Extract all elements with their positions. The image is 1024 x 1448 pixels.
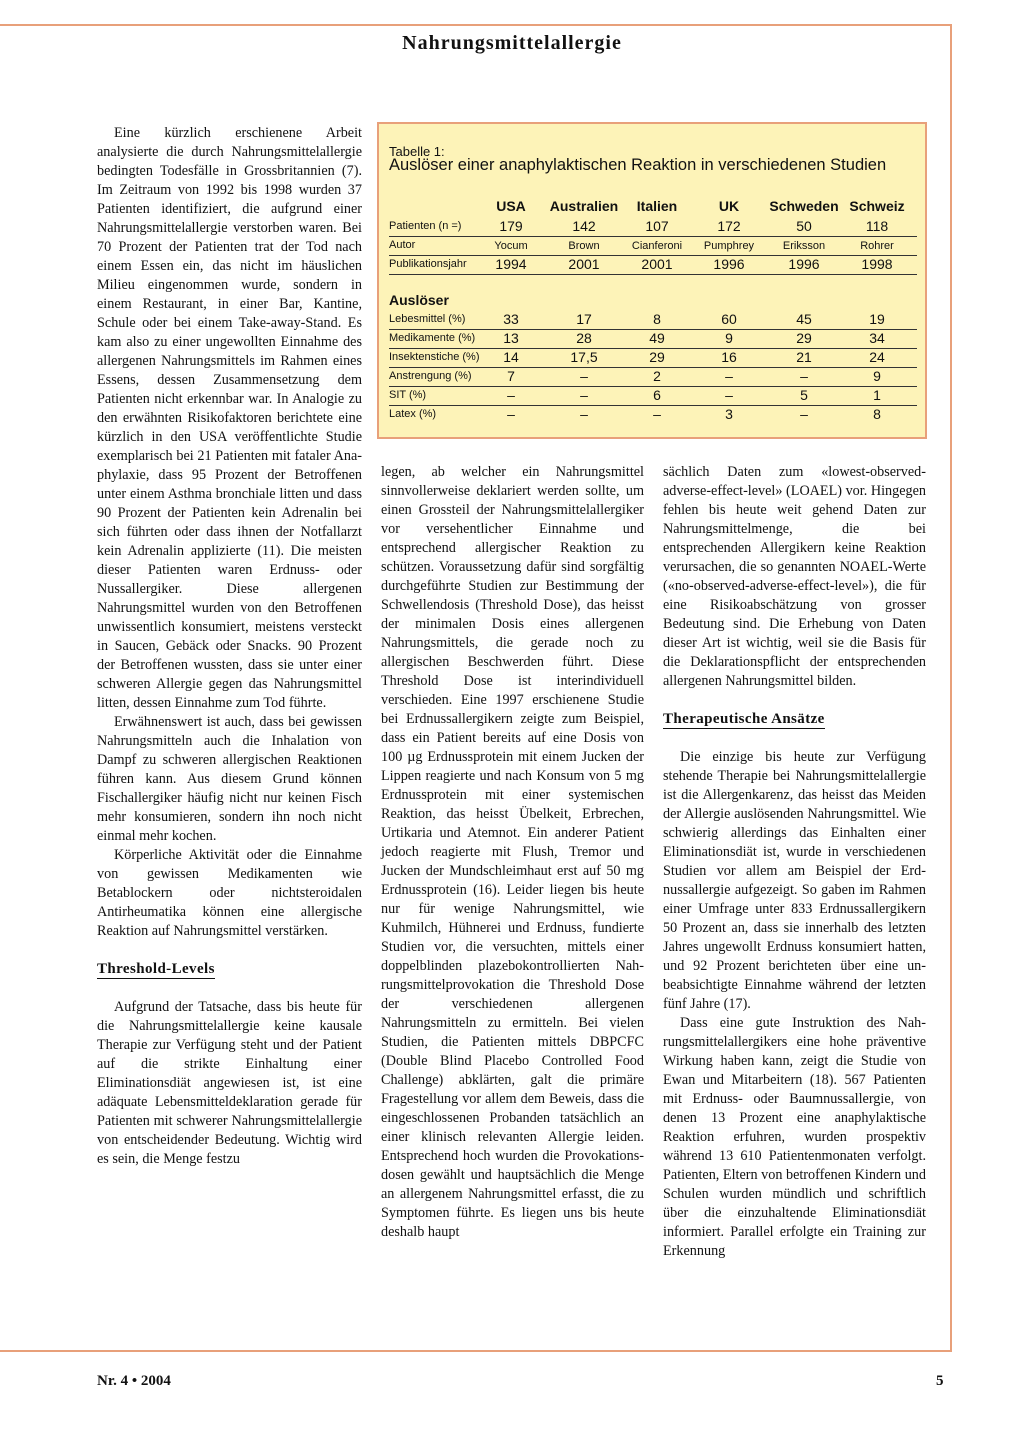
- table-cell: 33: [503, 311, 519, 327]
- table-cell: 19: [869, 311, 885, 327]
- table-row-label: Publikationsjahr: [389, 258, 467, 270]
- table-row-label: Lebesmittel (%): [389, 313, 466, 325]
- text-column-3: [663, 463, 926, 1261]
- table-column-header: USA: [496, 198, 526, 214]
- table-column-header: Schweiz: [849, 198, 905, 214]
- table-cell: Brown: [568, 240, 600, 252]
- table-cell: 179: [499, 218, 523, 234]
- table-cell: 17: [576, 311, 592, 327]
- paragraph: Eine kürzlich erschienene Arbeit analysierte die durch Nahrungsmittelallergie bedingten Todesfälle in Grossbritannien (7). Im Zeitraum von 1992 bis 1998 wurden 37 Patienten identifiziert, die aufgrund einer Nahrungsmittelallergie verstorben waren. Bei 70 Prozent der Patienten trat der Tod nach einem Essen ein, das nicht im häuslichen Milieu eingenommen wurde, sondern in einem Restaurant, in einer Bar, Kantine, Schule oder bei einem Take-away-Stand. Es kam also zu einer ungewollten Einnahme des allergenen Nahrungsmittels im Rahmen eines Essens, dessen Zusammensetzung dem Patienten nicht erkennbar war. In Analogie zu den erwähnten Risikofaktoren berichtete eine kürzlich in den USA veröffentlichte Studie exemplarisch bei 21 Patienten mit fataler Anaphylaxie, dass 95 Prozent der Betroffenen unter einem Asthma bronchiale litten und dass 90 Prozent der Patienten kein Adrenalin bei sich führten oder dass ihnen der Notfallarzt kein Adrenalin applizierte (11). Die meisten dieser Patienten waren Erdnuss- oder Nussallergiker. Diese allergenen Nahrungsmittel wurden von den Betroffenen unwissentlich konsumiert, meistens versteckt in Saucen, Gebäck oder Snacks. 90 Prozent der Betroffenen wussten, dass sie unter einer schweren Allergie gegen das Nahrungsmittel litten, dessen Einnahme zum Tod führte.: [97, 125, 362, 711]
- table-cell: –: [725, 368, 733, 384]
- table-cell: Pumphrey: [703, 240, 755, 252]
- table-cell: 2: [653, 368, 661, 384]
- table-row: [389, 368, 917, 387]
- paragraph: Erwähnenswert ist auch, dass bei gewissen Nahrungsmitteln auch die Inhalation von Dampf zu schweren allergischen Reaktionen führen kann. Aus diesem Grund können Fischallergiker häufig nicht nur keinen Fisch mehr konsumieren, sondern ihn noch nicht einmal mehr kochen.: [97, 714, 362, 844]
- footer-issue: Nr. 4 • 2004: [97, 1373, 171, 1389]
- table-row: [389, 218, 917, 237]
- table-cell: –: [580, 406, 588, 422]
- table-caption-label: Tabelle 1:: [389, 144, 445, 159]
- table-row-label: Medikamente (%): [389, 332, 476, 344]
- table-cell: 17,5: [570, 349, 598, 365]
- table-column-header: Schweden: [769, 198, 839, 214]
- table-cell: 3: [725, 406, 733, 422]
- table-cell: 2001: [568, 256, 600, 272]
- table-cell: 60: [721, 311, 737, 327]
- table-cell: 16: [721, 349, 737, 365]
- table-cell: 14: [503, 349, 519, 365]
- footer-page-number: 5: [936, 1373, 944, 1389]
- table-cell: 142: [572, 218, 596, 234]
- table-row: [389, 256, 917, 275]
- table-cell: 1996: [713, 256, 745, 272]
- table-row-label: SIT (%): [389, 389, 427, 401]
- table-cell: –: [800, 406, 808, 422]
- table-cell: 5: [800, 387, 808, 403]
- table-cell: 6: [653, 387, 661, 403]
- table-row-label: Anstrengung (%): [389, 370, 472, 382]
- table-row-label: Autor: [389, 239, 416, 251]
- paragraph: Dass eine gute Instruktion des Nahrungsmittelallergikers eine hohe präventive Wirkung haben kann, zeigt die Studie von Ewan und Mitarbeitern (18). 567 Patienten mit Erdnuss- oder Baumnussallergie, von denen 13 Prozent eine anaphylaktische Reaktion erfuhren, wurden prospektiv während 13 610 Patientenmonaten verfolgt. Patienten, Eltern von betroffenen Kindern und Schulen wurden mündlich und schriftlich über die einzuhaltende Eliminationsdiät informiert. Parallel erfolgte ein Training zur Erkennung: [663, 1015, 926, 1259]
- table-cell: 172: [717, 218, 741, 234]
- text-column-1: [97, 124, 362, 1169]
- paragraph: Die einzige bis heute zur Verfügung stehende Therapie bei Nahrungsmittelallergie ist die Allergenkarenz, das heisst das Meiden der Allergie auslösenden Nahrungsmittel. Wie schwierig allerdings das Einhalten einer Eliminationsdiät ist, wurde in verschiedenen Studien vor allem am Beispiel der Erdnussallergie aufgezeigt. So gaben im Rahmen einer Umfrage unter 833 Erdnussallergikern 50 Prozent an, dass sie innerhalb des letzten Jahres ungewollt Erdnuss konsumiert hatten, und 92 Prozent berichteten über eine unbeabsichtigte Einnahme während der letzten fünf Jahre (17).: [663, 749, 926, 1012]
- section-heading-text: Threshold-Levels: [97, 961, 215, 977]
- table-cell: 107: [645, 218, 669, 234]
- frame-top-rule: [0, 24, 952, 26]
- table-cell: 50: [796, 218, 812, 234]
- table-cell: 13: [503, 330, 519, 346]
- table-cell: 34: [869, 330, 885, 346]
- table-cell: 1998: [861, 256, 893, 272]
- table-cell: Rohrer: [860, 240, 894, 252]
- table-cell: 1994: [495, 256, 527, 272]
- table-cell: –: [507, 406, 515, 422]
- table-cell: Yocum: [494, 240, 528, 252]
- table-column-header: Australien: [549, 198, 619, 214]
- table-cell: 45: [796, 311, 812, 327]
- paragraph: Körperliche Aktivität oder die Einnahme von gewissen Medikamenten wie Betablockern oder nichtsteroidalen Antirheumatika können eine allergische Reaktion auf Nahrungsmittel verstärken.: [97, 847, 362, 939]
- section-heading-therapy: [663, 710, 926, 729]
- table-cell: Cianferoni: [631, 240, 683, 252]
- table-row: [389, 311, 917, 330]
- table-row: [389, 237, 917, 256]
- table-cell: 7: [507, 368, 515, 384]
- table-cell: –: [580, 387, 588, 403]
- table-cell: –: [800, 368, 808, 384]
- table-row: [389, 387, 917, 406]
- table-cell: 28: [576, 330, 592, 346]
- table-cell: 29: [796, 330, 812, 346]
- table-cell: 1996: [788, 256, 820, 272]
- table-cell: 21: [796, 349, 812, 365]
- table-row: [389, 330, 917, 349]
- text-column-2: [381, 463, 644, 1242]
- table-row-label: Latex (%): [389, 408, 437, 420]
- table-cell: 8: [873, 406, 881, 422]
- table-cell: 29: [649, 349, 665, 365]
- table-row: [389, 406, 917, 425]
- section-heading-text: Therapeutische Ansätze: [663, 711, 825, 727]
- table-row-label: Insektenstiche (%): [389, 351, 480, 363]
- section-heading-threshold: [97, 960, 362, 979]
- table-cell: 118: [865, 218, 889, 234]
- table-column-header: UK: [718, 198, 740, 214]
- table-cell: 2001: [641, 256, 673, 272]
- table-cell: Eriksson: [782, 240, 826, 252]
- table-cell: 1: [873, 387, 881, 403]
- page-title: Nahrungsmittelallergie: [402, 32, 622, 54]
- table-cell: 24: [869, 349, 885, 365]
- table-cell: –: [580, 368, 588, 384]
- table-row: [389, 349, 917, 368]
- table-caption-title: Auslöser einer anaphylaktischen Reaktion in verschiedenen Studien: [389, 156, 887, 174]
- table-header-row: [389, 198, 917, 217]
- table-cell: 8: [653, 311, 661, 327]
- frame-bottom-rule: [0, 1350, 952, 1352]
- paragraph: Aufgrund der Tatsache, dass bis heute für die Nahrungsmittelallergie keine kausale Therapie zur Verfügung steht und der Patient auf die strikte Einhaltung einer Eliminationsdiät angewiesen ist, ist eine adäquate Lebensmitteldeklaration gerade für Patienten mit schwerer Nahrungsmittelallergie von entscheidender Bedeutung. Wichtig wird es sein, die Menge festzu: [97, 999, 362, 1167]
- table-cell: –: [725, 387, 733, 403]
- table-1-box: [377, 122, 927, 439]
- table-section-label: Auslöser: [389, 292, 449, 308]
- frame-right-rule: [950, 24, 952, 1352]
- table-cell: –: [507, 387, 515, 403]
- table-cell: 49: [649, 330, 665, 346]
- table-row-label: Patienten (n =): [389, 220, 462, 232]
- table-cell: –: [653, 406, 661, 422]
- table-cell: 9: [873, 368, 881, 384]
- paragraph: legen, ab welcher ein Nahrungsmittel sinnvollerweise deklariert werden sollte, um einen Grossteil der Nahrungsmittelallergiker vor versehentlicher Einnahme und entsprechend allergischer Reaktion zu schützen. Voraussetzung dafür sind sorgfältig durchgeführte Studien zur Bestimmung der Schwellendosis (Threshold Dose), das heisst der minimalen Dosis eines allergenen Nahrungsmittels, die gerade noch zu allergischen Beschwerden führt. Diese Threshold Dose ist interindividuell verschieden. Eine 1997 erschienene Studie bei Erdnussallergikern zeigte zum Beispiel, dass ein Patient bereits auf eine Dosis von 100 µg Erdnussprotein mit einem Jucken der Lippen reagierte und nach Konsum von 5 mg Erdnussprotein mit einer systemischen Reaktion, das heisst Übelkeit, Erbrechen, Urtikaria und Atemnot. Ein anderer Patient jedoch reagierte mit Flush, Tremor und Jucken der Mundschleimhaut erst auf 50 mg Erdnussprotein (16). Leider liegen bis heute nur für wenige Nahrungsmittel, wie Kuhmilch, Hühnerei und Erdnuss, fundierte Studien vor, die versuchten, mittels einer doppelblinden plazebokontrollierten Nahrungsmittelprovokation die Threshold Dose der verschiedenen allergenen Nahrungsmitteln zu ermitteln. Bei vielen Studien, die Patienten mittels DBPCFC (Double Blind Placebo Controlled Food Challenge) abklärten, galt die primäre Fragestellung vor allem dem Beweis, dass die eingeschlossenen Probanden tatsächlich an einer klinisch relevanten Allergie leiden. Entsprechend hoch wurden die Provokationsdosen gewählt und hauptsächlich die Menge an allergenem Nahrungsmittel erfasst, die zu Symptomen führte. Es liegen uns bis heute deshalb haupt: [381, 464, 644, 1240]
- table-column-header: Italien: [636, 198, 678, 214]
- table-cell: 9: [725, 330, 733, 346]
- paragraph: sächlich Daten zum «lowest-observed-adverse-effect-level» (LOAEL) vor. Hingegen fehlen bis heute weit gehend Daten zur Nahrungsmittelmenge, die bei entsprechenden Allergikern keine Reaktion verursachen, die so genannten NOAEL-Werte («no-observed-adverse-effect-level»), die für eine Risikoabschätzung von grosser Bedeutung sind. Die Erhebung von Daten dieser Art ist wichtig, weil sie die Basis für die Deklarationspflicht der entsprechenden allergenen Nahrungsmittel bilden.: [663, 464, 926, 689]
